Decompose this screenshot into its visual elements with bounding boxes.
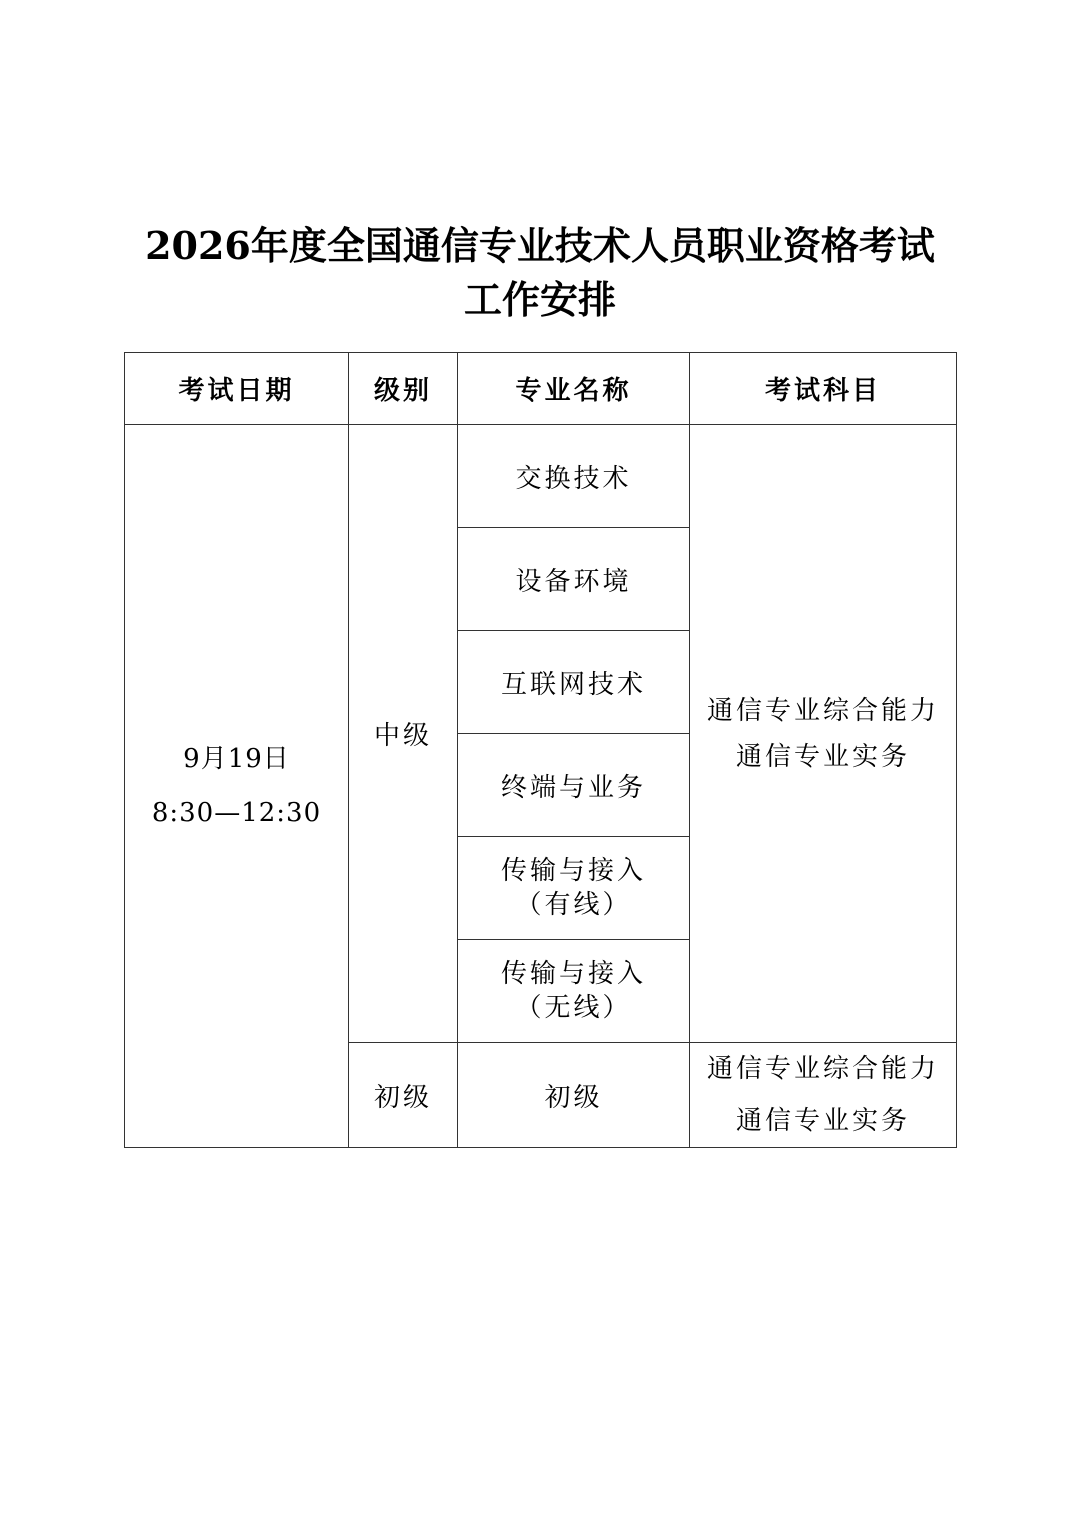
document-title <box>0 219 1080 327</box>
major-cell: 交换技术 <box>458 425 690 528</box>
exam-time: 8:30—12:30 <box>151 798 322 828</box>
table-header-row <box>125 353 957 425</box>
subject-item: 通信专业实务 <box>735 1106 910 1136</box>
header-subject: 考试科目 <box>690 353 957 425</box>
major-cell: 互联网技术 <box>458 631 690 734</box>
subjects-intermediate <box>690 425 957 1043</box>
major-name: 传输与接入 <box>500 959 646 989</box>
subject-item: 通信专业综合能力 <box>706 695 939 726</box>
title-line-1: 2026年度全国通信专业技术人员职业资格考试 <box>145 223 935 268</box>
header-exam-date: 考试日期 <box>125 353 349 425</box>
major-cell <box>458 940 690 1043</box>
subject-item: 通信专业实务 <box>735 741 910 772</box>
exam-day: 9月19日 <box>183 744 290 774</box>
subjects-junior <box>690 1043 957 1148</box>
level-intermediate: 中级 <box>349 425 458 1043</box>
header-level: 级别 <box>349 353 458 425</box>
level-junior: 初级 <box>349 1043 458 1148</box>
major-cell <box>458 837 690 940</box>
table-row <box>125 425 957 528</box>
major-qualifier: （无线） <box>515 993 632 1023</box>
subject-item: 通信专业综合能力 <box>706 1054 939 1084</box>
major-name: 传输与接入 <box>500 856 646 886</box>
major-qualifier: （有线） <box>515 890 632 920</box>
major-cell: 设备环境 <box>458 528 690 631</box>
title-line-2: 工作安排 <box>463 277 616 322</box>
exam-date-cell <box>125 425 349 1148</box>
major-cell: 终端与业务 <box>458 734 690 837</box>
header-major: 专业名称 <box>458 353 690 425</box>
exam-schedule-table <box>124 352 957 1148</box>
major-cell: 初级 <box>458 1043 690 1148</box>
